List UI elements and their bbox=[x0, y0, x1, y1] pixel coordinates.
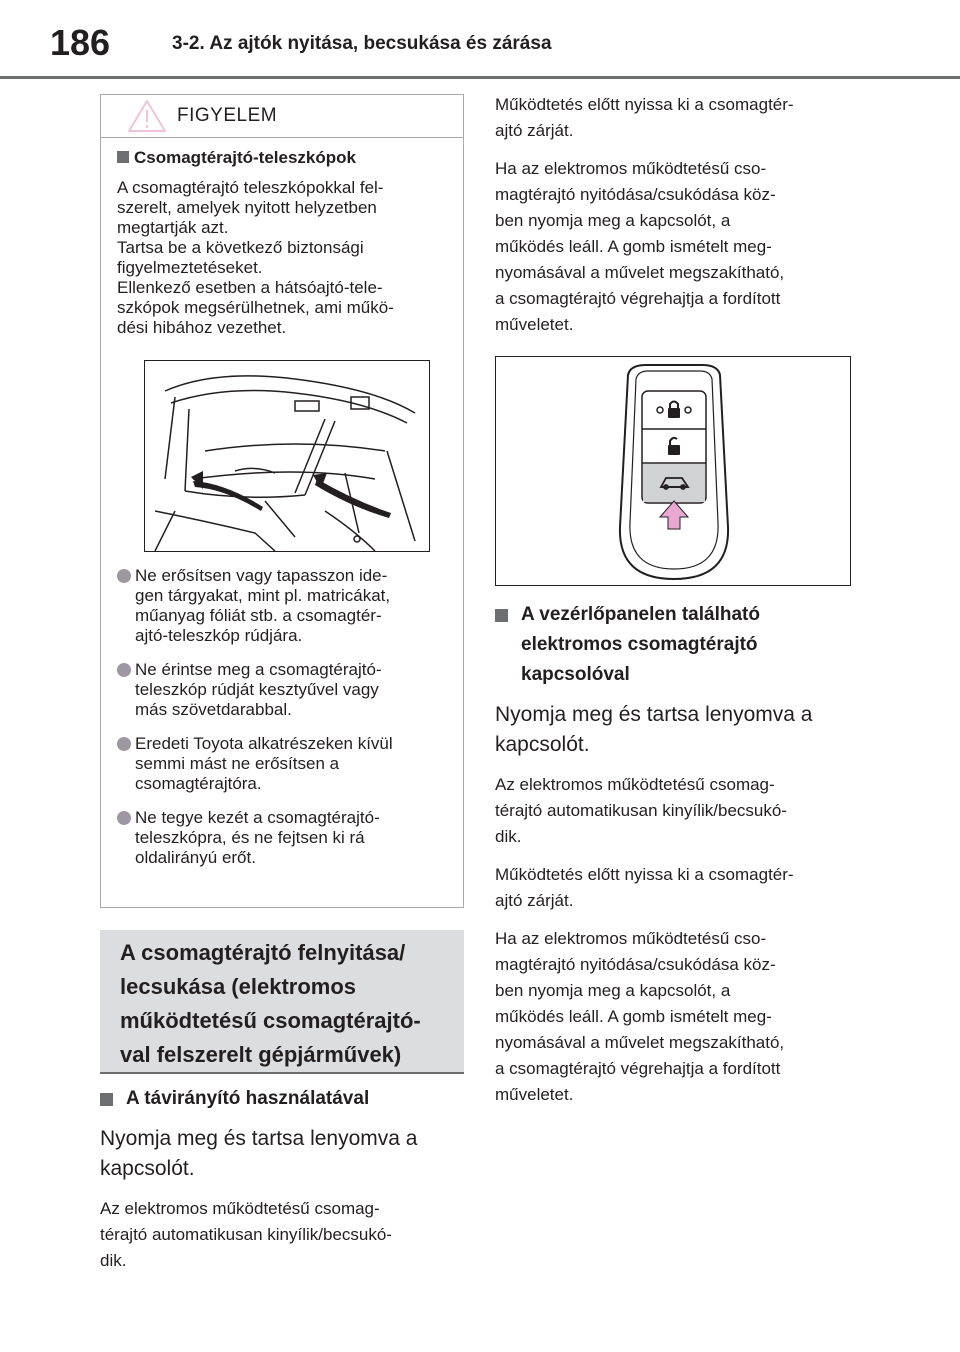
warning-body bbox=[101, 138, 463, 868]
remote-instruction: Nyomja meg és tartsa lenyomva a kapcsolót. bbox=[100, 1127, 418, 1180]
warning-triangle-icon bbox=[127, 99, 167, 133]
intro-line: dési hibához vezethet. bbox=[117, 318, 287, 337]
warning-heading bbox=[117, 148, 447, 168]
panel-before-text: Működtetés előtt nyissa ki a csomagtér- ajtó zárját. bbox=[495, 865, 794, 910]
section-title-line: lecsukása (elektromos bbox=[120, 974, 357, 999]
lock-icon bbox=[668, 402, 680, 419]
remote-section bbox=[100, 1084, 466, 1274]
panel-auto-text: Az elektromos működtetésű csomag- térajtó automatikusan kinyílik/becsukó- dik. bbox=[495, 775, 787, 846]
intro-line: A csomagtérajtó teleszkópokkal fel- bbox=[117, 178, 384, 197]
tailgate-strut-illustration bbox=[144, 360, 430, 552]
intro-line: megtartják azt. bbox=[117, 218, 229, 237]
intro-line: szkópok megsérülhetnek, ami műkö- bbox=[117, 298, 394, 317]
remote-auto-text: Az elektromos működtetésű csomag- térajtó automatikusan kinyílik/becsukó- dik. bbox=[100, 1199, 392, 1270]
warning-bullet bbox=[117, 566, 447, 646]
remote-heading-text: A távirányító használatával bbox=[126, 1088, 370, 1109]
section-title-line: A csomagtérajtó felnyitása/ bbox=[120, 940, 406, 965]
intro-line: Tartsa be a következő biztonsági bbox=[117, 238, 364, 257]
section-title-box bbox=[100, 930, 464, 1074]
intro-line: szerelt, amelyek nyitott helyzetben bbox=[117, 198, 377, 217]
warning-intro bbox=[117, 178, 447, 338]
bullet-text: Ne tegye kezét a csomagtérajtó- teleszkópra, és ne fejtsen ki rá oldalirányú erőt. bbox=[135, 808, 380, 867]
header-rule bbox=[0, 76, 960, 79]
intro-line: figyelmeztetéseket. bbox=[117, 258, 263, 277]
panel-heading-line: kapcsolóval bbox=[521, 664, 630, 685]
intro-line: Ellenkező esetben a hátsóajtó-tele- bbox=[117, 278, 383, 297]
bullet-dot-icon bbox=[117, 663, 131, 677]
section-title-line: val felszerelt gépjárművek) bbox=[120, 1042, 402, 1067]
square-bullet-icon bbox=[495, 609, 508, 622]
square-bullet-icon bbox=[100, 1093, 113, 1106]
right-column bbox=[495, 92, 851, 1108]
bullet-dot-icon bbox=[117, 569, 131, 583]
before-operation-text: Működtetés előtt nyissa ki a csomagtér- ajtó zárját. bbox=[495, 95, 794, 140]
warning-bullet bbox=[117, 734, 447, 794]
panel-heading-line: elektromos csomagtérajtó bbox=[521, 634, 758, 655]
stop-operation-text: Ha az elektromos működtetésű cso- magtérajtó nyitódása/csukódása köz- ben nyomja meg a kapcsolót, a működés leáll. A gomb ismételt meg- nyomásával a művelet megszakítható, a csomagtérajtó végrehajtja a fordított műveletet. bbox=[495, 159, 785, 334]
panel-instruction: Nyomja meg és tartsa lenyomva a kapcsolót. bbox=[495, 703, 813, 756]
remote-heading bbox=[100, 1084, 466, 1114]
warning-header bbox=[101, 95, 463, 138]
panel-heading-line: A vezérlőpanelen található bbox=[521, 604, 760, 625]
key-fob-drawing bbox=[496, 357, 850, 585]
key-fob-illustration bbox=[495, 356, 851, 586]
warning-bullet bbox=[117, 808, 447, 868]
bullet-text: Ne erősítsen vagy tapasszon ide- gen tárgyakat, mint pl. matricákat, műanyag fóliát stb. a csomagtér- ajtó-teleszkóp rúdjára. bbox=[135, 566, 391, 645]
chapter-title: 3-2. Az ajtók nyitása, becsukása és zárása bbox=[172, 33, 552, 54]
section-title-line: működtetésű csomagtérajtó- bbox=[120, 1008, 421, 1033]
tailgate-drawing bbox=[145, 361, 429, 551]
panel-section bbox=[495, 600, 851, 1108]
warning-heading-text: Csomagtérajtó-teleszkópok bbox=[134, 148, 356, 167]
bullet-dot-icon bbox=[117, 737, 131, 751]
bullet-dot-icon bbox=[117, 811, 131, 825]
bullet-text: Eredeti Toyota alkatrészeken kívül semmi mást ne erősítsen a csomagtérajtóra. bbox=[135, 734, 393, 793]
bullet-text: Ne érintse meg a csomagtérajtó- teleszkóp rúdját kesztyűvel vagy más szövetdarabbal. bbox=[135, 660, 382, 719]
warning-box bbox=[100, 94, 464, 908]
panel-stop-text: Ha az elektromos működtetésű cso- magtérajtó nyitódása/csukódása köz- ben nyomja meg a kapcsolót, a működés leáll. A gomb ismételt meg- nyomásával a művelet megszakítható, a csomagtérajtó végrehajtja a fordított műveletet. bbox=[495, 929, 785, 1104]
left-column bbox=[100, 94, 466, 1274]
page-header bbox=[0, 0, 960, 80]
warning-title: FIGYELEM bbox=[177, 105, 278, 126]
panel-heading bbox=[495, 600, 851, 690]
warning-bullet bbox=[117, 660, 447, 720]
square-bullet-icon bbox=[117, 151, 129, 163]
page-number: 186 bbox=[50, 22, 111, 63]
